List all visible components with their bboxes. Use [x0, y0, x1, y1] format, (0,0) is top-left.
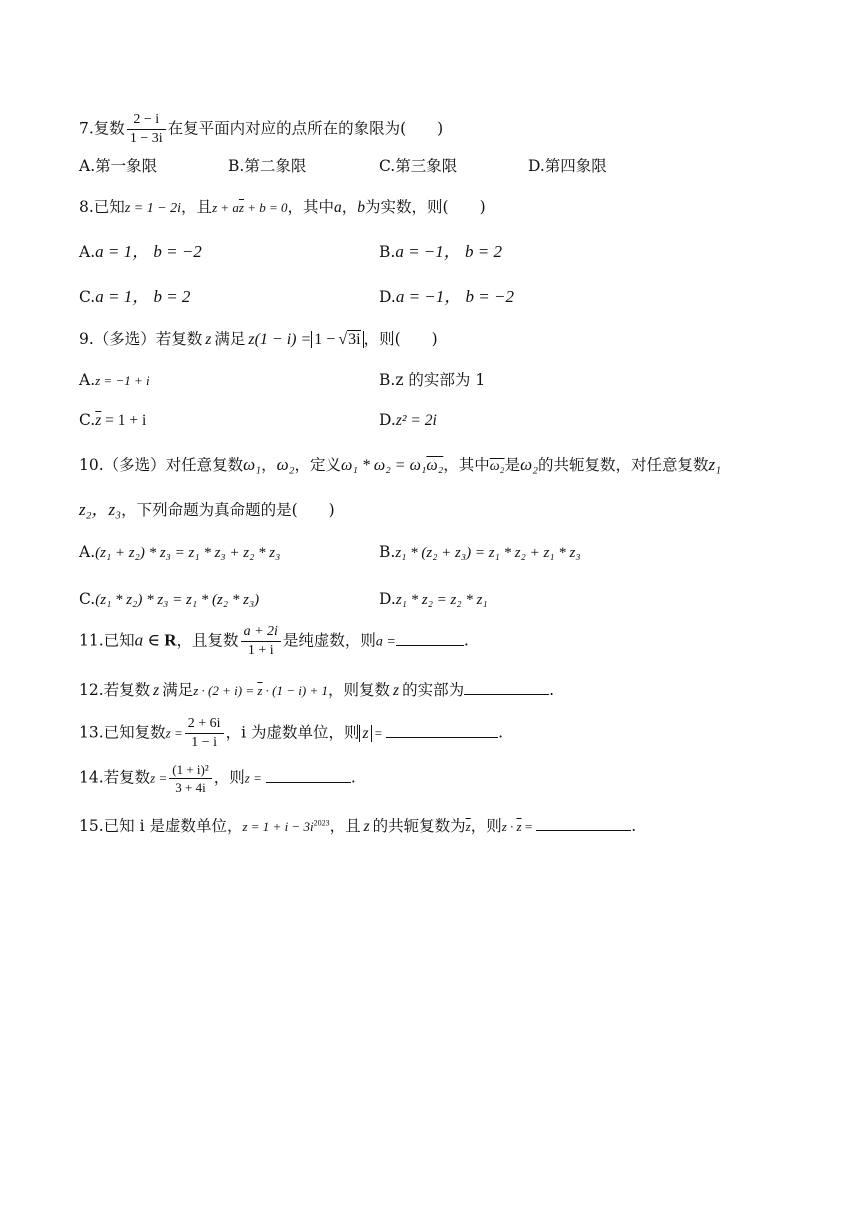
- option-c: [79, 592, 259, 608]
- option-label: C.: [79, 590, 96, 608]
- option-d: [379, 288, 514, 306]
- option-label: B.: [379, 371, 396, 389]
- question-13: [79, 717, 503, 750]
- equation: z = 1 − 2i: [124, 201, 182, 216]
- option-b: B.第二象限: [228, 157, 307, 175]
- option-a: [79, 373, 150, 389]
- fraction-denominator: 1 − i: [191, 735, 218, 750]
- option-expr-rest: = 1 + i: [101, 412, 147, 429]
- conjugate: $\overline{z}$: [257, 683, 263, 698]
- question-text: 满足: [214, 330, 246, 348]
- period: .: [463, 631, 469, 650]
- question-text: ，且: [181, 198, 213, 216]
- question-text: ，则: [470, 817, 502, 835]
- question-text: 为实数，则( ): [365, 198, 486, 216]
- option-label: A.: [79, 543, 96, 561]
- fraction-numerator: 2 − i: [127, 113, 166, 130]
- question-number: 12.: [79, 681, 104, 699]
- question-7: [79, 113, 443, 146]
- question-number: 14.: [79, 768, 104, 787]
- question-text: 已知: [103, 631, 135, 650]
- period: .: [549, 681, 555, 699]
- question-text: ，其中: [287, 198, 335, 216]
- fraction-denominator: 3 + 4i: [175, 780, 206, 795]
- equation: [193, 683, 328, 698]
- question-text: 的实部为: [402, 681, 465, 699]
- option-d: D.第四象限: [528, 157, 607, 175]
- question-text: 是纯虚数，则: [282, 631, 376, 650]
- variable: a: [334, 199, 342, 216]
- period: .: [350, 768, 356, 787]
- absolute-value: z: [359, 725, 371, 742]
- variable: z: [393, 682, 400, 699]
- option-label: B.: [379, 243, 396, 261]
- question-text: （多选）若复数: [93, 330, 203, 348]
- question-text: 在复平面内对应的点所在的象限为( ): [167, 119, 444, 138]
- question-text: ，且复数: [176, 631, 239, 650]
- option-expr: z = −1 + i: [95, 373, 150, 388]
- variable: z: [153, 682, 160, 699]
- question-15: [79, 818, 636, 835]
- question-text: 满足: [162, 681, 194, 699]
- question-text: ，则复数: [328, 681, 391, 699]
- absolute-value: 1 − √3i: [311, 331, 363, 348]
- answer-blank[interactable]: [464, 682, 549, 695]
- real-set: R: [164, 630, 177, 650]
- question-text: ，定义: [294, 456, 342, 474]
- question-text: 已知复数: [103, 723, 166, 742]
- option-label: C.: [79, 411, 96, 429]
- conjugate: ω₂: [489, 459, 505, 474]
- option-expr: a = 1， b = −2: [95, 242, 202, 261]
- product: [502, 819, 532, 834]
- question-text: 若复数: [103, 681, 151, 699]
- question-number: 9.: [79, 330, 94, 348]
- variable: ω₂: [520, 455, 538, 474]
- condition-text: a ∈: [134, 630, 165, 650]
- product-part: z ·: [501, 819, 517, 834]
- equation: [242, 819, 329, 834]
- option-expr: a = −1， b = −2: [395, 287, 514, 306]
- question-text: ，其中: [443, 456, 490, 474]
- question-text: 已知 i 是虚数单位，: [103, 817, 243, 835]
- question-text: ，且: [329, 817, 361, 835]
- option-expr: z₁ * (z₂ + z₃) = z₁ * z₂ + z₁ * z₃: [395, 545, 581, 561]
- fraction: [241, 625, 281, 658]
- conjugate: $\overline{z}$: [95, 412, 102, 429]
- option-a: [79, 243, 202, 261]
- answer-lhs: z =: [244, 770, 262, 786]
- question-number: 10.: [79, 456, 104, 474]
- question-text: （多选）对任意复数: [103, 456, 244, 474]
- question-number: 8.: [79, 198, 94, 216]
- question-text: 是: [504, 456, 521, 474]
- sqrt-argument: 3i: [348, 331, 361, 348]
- question-text: 若复数: [103, 768, 151, 787]
- option-expr: (z₁ + z₂) * z₃ = z₁ * z₃ + z₂ * z₃: [95, 545, 281, 561]
- option-label: B.: [379, 543, 396, 561]
- question-number: 11.: [79, 631, 104, 650]
- question-number: 15.: [79, 817, 104, 835]
- option-b: [379, 243, 502, 261]
- variable: z: [205, 331, 212, 348]
- equation-part: z = 1 + i − 3i: [242, 819, 314, 834]
- question-12: [79, 682, 554, 699]
- question-text: ，i 为虚数单位，则: [225, 723, 360, 742]
- variable: b: [357, 199, 366, 216]
- question-10: [79, 456, 721, 474]
- option-expr: a = −1， b = 2: [395, 242, 502, 261]
- separator: ，: [261, 456, 277, 474]
- question-9: [79, 332, 438, 348]
- option-expr: z 的实部为 1: [395, 371, 486, 389]
- fraction-numerator: 2 + 6i: [185, 717, 224, 734]
- equation-lhs: z =: [165, 725, 183, 741]
- question-11: [79, 625, 469, 658]
- option-expr: z₁ * z₂ = z₂ * z₁: [395, 592, 488, 608]
- option-expr: [95, 412, 146, 429]
- option-a: A.第一象限: [79, 157, 158, 175]
- equation-lhs: z =: [150, 770, 168, 786]
- conjugate: $\overline{z}$: [516, 819, 522, 834]
- question-number: 7.: [79, 119, 94, 138]
- question-text: 已知: [93, 198, 125, 216]
- question-text: 的共轭复数，对任意复数: [538, 456, 709, 474]
- conjugate: ω₂: [426, 457, 444, 474]
- equation-part: + b = 0: [243, 200, 288, 215]
- separator: ，: [341, 198, 358, 216]
- option-a: [79, 545, 280, 561]
- question-8: [79, 200, 486, 216]
- question-number: 13.: [79, 723, 104, 742]
- exponent: 2023: [313, 818, 330, 828]
- variable: ω₁: [243, 455, 262, 474]
- option-b: [379, 545, 581, 561]
- option-expr: a = 1， b = 2: [95, 287, 191, 306]
- period: .: [498, 723, 504, 742]
- fraction-numerator: a + 2i: [241, 625, 281, 642]
- fraction: [127, 113, 166, 146]
- answer-blank[interactable]: [536, 818, 631, 831]
- answer-lhs: a =: [375, 634, 396, 650]
- equation-part: z · (2 + i) =: [193, 683, 258, 698]
- option-expr: z² = 2i: [395, 412, 437, 429]
- equation-part: z + a: [212, 200, 239, 215]
- question-text: ，下列命题为真命题的是( ): [121, 501, 335, 519]
- option-label: A.: [79, 243, 96, 261]
- equation: [212, 200, 287, 215]
- conjugate: $\overline{z}$: [238, 200, 244, 215]
- option-label: D.: [379, 590, 396, 608]
- variables: z₂，z₃: [79, 500, 122, 519]
- question-text: 复数: [93, 119, 125, 138]
- condition: [135, 631, 177, 650]
- fraction-numerator: (1 + i)²: [169, 763, 212, 779]
- option-c: [79, 413, 146, 429]
- variable: z: [363, 818, 370, 835]
- question-text: ，则( ): [363, 330, 438, 348]
- period: .: [631, 817, 637, 835]
- equals: =: [371, 725, 383, 741]
- option-b: [379, 373, 485, 389]
- option-d: [379, 592, 488, 608]
- question-text: 的共轭复数为: [372, 817, 466, 835]
- option-label: D.: [379, 411, 396, 429]
- definition-lhs: ω₁ * ω₂ = ω₁: [341, 457, 427, 474]
- answer-blank[interactable]: [266, 770, 351, 783]
- conjugate: $\overline{z}$: [465, 819, 471, 834]
- equals: =: [521, 819, 533, 834]
- equation: z(1 − i) =: [248, 331, 312, 348]
- variable: z₁: [708, 455, 722, 474]
- option-expr: (z₁ * z₂) * z₃ = z₁ * (z₂ * z₃): [95, 592, 260, 608]
- answer-blank[interactable]: [386, 725, 498, 738]
- variable: ω₂: [276, 455, 295, 474]
- fraction: [185, 717, 224, 750]
- option-c: [79, 288, 190, 306]
- answer-blank[interactable]: [396, 633, 464, 646]
- option-label: C.: [79, 288, 96, 306]
- option-d: [379, 413, 437, 429]
- option-c: C.第三象限: [379, 157, 458, 175]
- fraction: [169, 763, 212, 794]
- option-label: D.: [379, 288, 396, 306]
- definition: [341, 457, 443, 474]
- question-text: ，则: [213, 768, 245, 787]
- fraction-denominator: 1 + i: [247, 643, 274, 658]
- equation-part: · (1 − i) + 1: [262, 683, 328, 698]
- question-14: [79, 763, 356, 794]
- option-label: A.: [79, 371, 96, 389]
- fraction-denominator: 1 − 3i: [129, 131, 163, 146]
- abs-part: 1 −: [314, 331, 336, 348]
- question-10-continued: [79, 501, 335, 519]
